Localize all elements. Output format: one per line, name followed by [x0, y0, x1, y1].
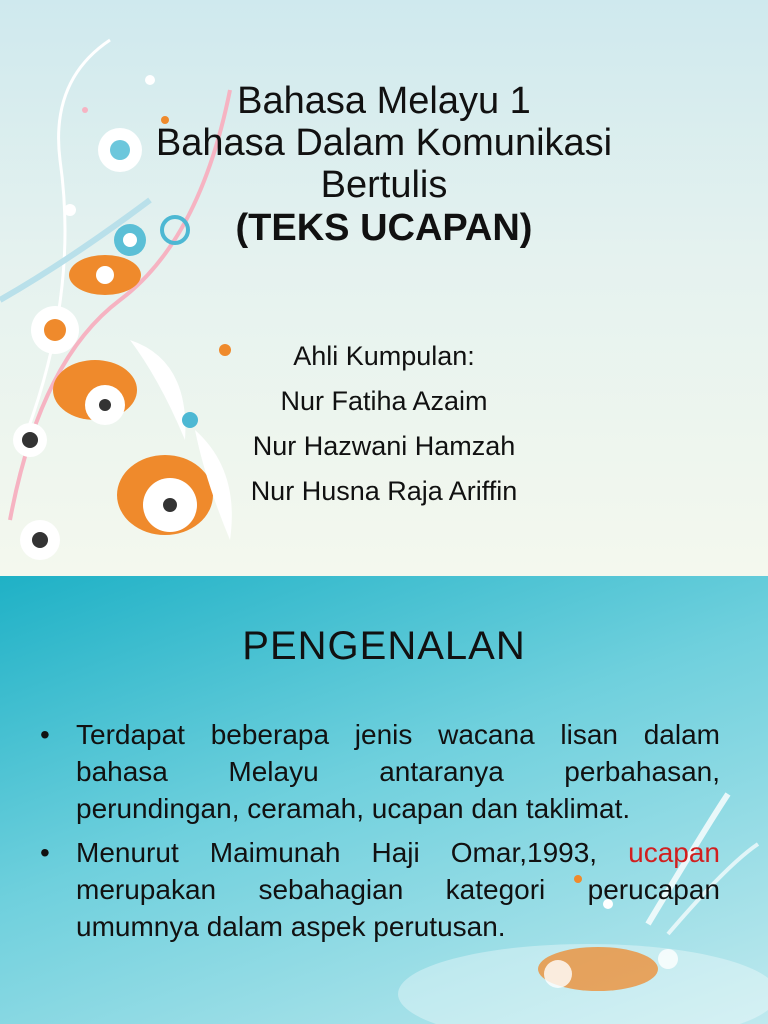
bullet-list [40, 716, 720, 952]
member-name: Nur Husna Raja Ariffin [250, 476, 518, 506]
title-line-2: Bahasa Dalam Komunikasi [155, 122, 613, 164]
list-item [40, 716, 720, 827]
group-members [150, 334, 618, 514]
bullet-point-icon: • [40, 837, 50, 868]
title-line-3: Bertulis [320, 164, 448, 206]
member-name: Nur Hazwani Hamzah [252, 431, 516, 461]
title-line-1: Bahasa Melayu 1 [237, 80, 531, 122]
highlighted-term: ucapan [628, 837, 721, 868]
list-item [40, 834, 720, 945]
slide-title [0, 80, 768, 250]
bullet-text: Terdapat beberapa jenis wacana lisan dalam bahasa Melayu antaranya perbahasan, perundingan, ceramah, ucapan dan taklimat. [76, 719, 720, 824]
member-name: Nur Fatiha Azaim [280, 386, 488, 416]
section-heading: PENGENALAN [242, 624, 526, 668]
slide-subtitle: (TEKS UCAPAN) [235, 207, 533, 249]
members-label: Ahli Kumpulan: [293, 341, 475, 371]
intro-slide [0, 576, 768, 1024]
bullet-text-start: Menurut Maimunah Haji Omar,1993, [76, 837, 598, 868]
bullet-text-end: merupakan sebahagian kategori perucapan umumnya dalam aspek perutusan. [76, 874, 720, 942]
bullet-point-icon: • [40, 719, 50, 750]
